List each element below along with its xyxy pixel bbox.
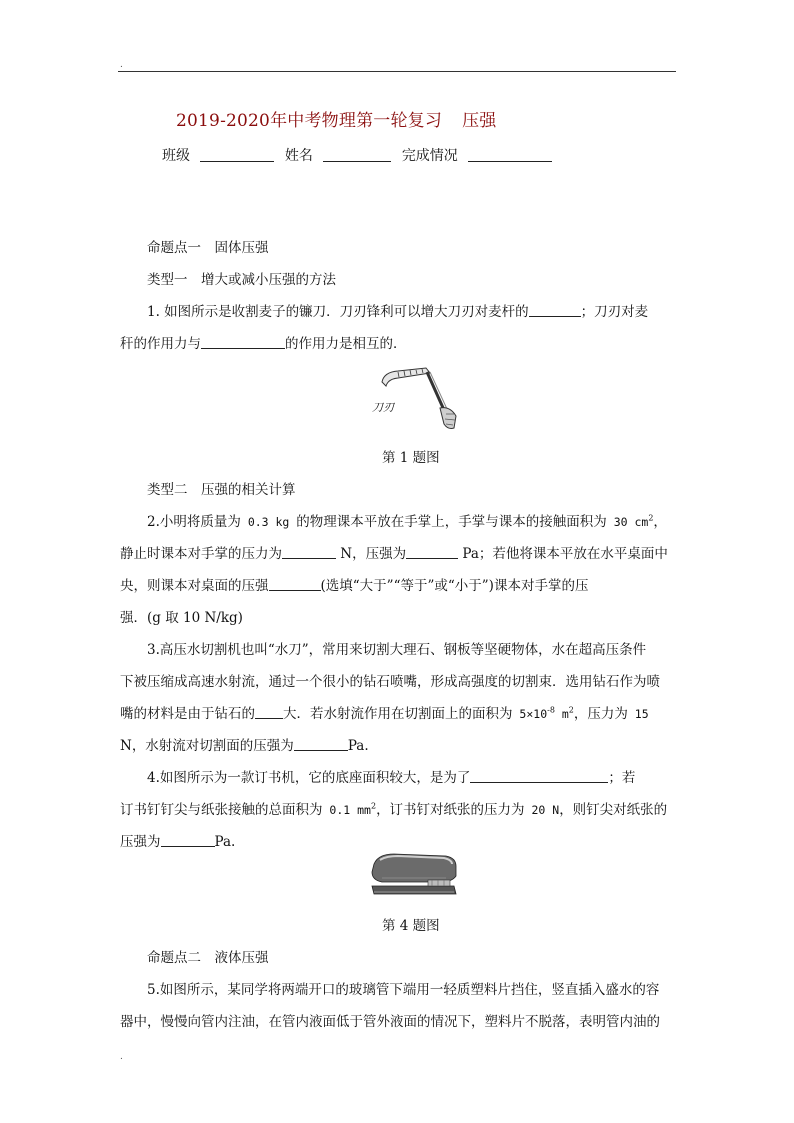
q3-blank2[interactable] [294,738,348,751]
q3-line1: 3.高压水切割机也叫“水刀”，常用来切割大理石、钢板等坚硬物体，水在超高压条件 [147,642,647,658]
q1-blank2[interactable] [201,336,285,349]
q2-blank1[interactable] [282,546,336,559]
fig4-caption: 第 4 题图 [382,918,440,934]
q2-blank2[interactable] [406,546,458,559]
q2-line1: 2.小明将质量为 0.3 kg 的物理课本平放在手掌上，手掌与课本的接触面积为 30 $cm^2$， [147,513,667,530]
q4-blank2[interactable] [161,834,215,847]
section2-title: 命题点二 液体压强 [147,950,269,966]
class-label: 班级 [162,148,190,164]
section1-title: 命题点一 固体压强 [147,240,269,256]
header-rule [118,71,676,72]
q3-line2: 下被压缩成高速水射流，通过一个很小的钻石喷嘴，形成高强度的切割束．选用钻石作为喷 [120,674,660,690]
q4-blank1[interactable] [470,770,608,783]
class-blank[interactable] [200,147,274,162]
fig1-caption: 第 1 题图 [382,450,440,466]
student-info-row [162,145,558,165]
title-main: 2019-2020年中考物理第一轮复习 [176,111,443,131]
q2-line2: 静止时课本对手掌的压力为 N，压强为 Pa；若他将课本平放在水平桌面中 [120,546,668,562]
q2-line3: 央，则课本对桌面的压强 (选填“大于”“等于”或“小于”)课本对手掌的压 [120,578,589,594]
q1-line1: 1. 如图所示是收割麦子的镰刀．刀刃锋利可以增大刀刃对麦杆的 ；刀刃对麦 [147,304,649,320]
page-title [176,106,496,131]
q1-blank1[interactable] [529,304,581,317]
stapler-figure [368,850,460,900]
q2-line4: 强．(g 取 10 N/kg) [120,610,243,626]
q1-line2: 秆的作用力与 的作用力是相互的． [120,336,407,352]
q4-line2: 订书钉钉尖与纸张接触的总面积为 0.1 $mm^2$，订书钉对纸张的压力为 20 N，则钉尖对纸张的 [120,801,668,818]
q4-line1: 4.如图所示为一款订书机，它的底座面积较大，是为了 ；若 [147,770,636,786]
status-label: 完成情况 [401,148,458,164]
footer-dot: . [120,1052,123,1062]
q4-line3: 压强为 Pa. [120,834,236,850]
blade-label: 刀刃 [372,401,394,414]
q5-line1: 5.如图所示，某同学将两端开口的玻璃管下端用一轻质塑料片挡住，竖直插入盛水的容 [147,982,660,998]
status-blank[interactable] [468,147,552,162]
type2-heading: 类型二 压强的相关计算 [147,482,296,498]
q3-blank1[interactable] [255,706,283,719]
name-blank[interactable] [323,147,391,162]
q5-line2: 器中，慢慢向管内注油，在管内液面低于管外液面的情况下，塑料片不脱落，表明管内油的 [120,1014,660,1030]
name-label: 姓名 [284,148,313,164]
q3-line4: N，水射流对切割面的压强为 Pa. [120,738,369,754]
sickle-figure [364,364,464,436]
q2-blank3[interactable] [269,578,321,591]
type1-heading: 类型一 增大或减小压强的方法 [147,272,336,288]
q3-line3: 嘴的材料是由于钻石的 大．若水射流作用在切割面上的面积为 $5\times 10^{-8}$ $m^2$，压力为 15 [120,705,649,722]
header-dot: . [120,60,123,70]
title-topic: 压强 [462,111,497,131]
